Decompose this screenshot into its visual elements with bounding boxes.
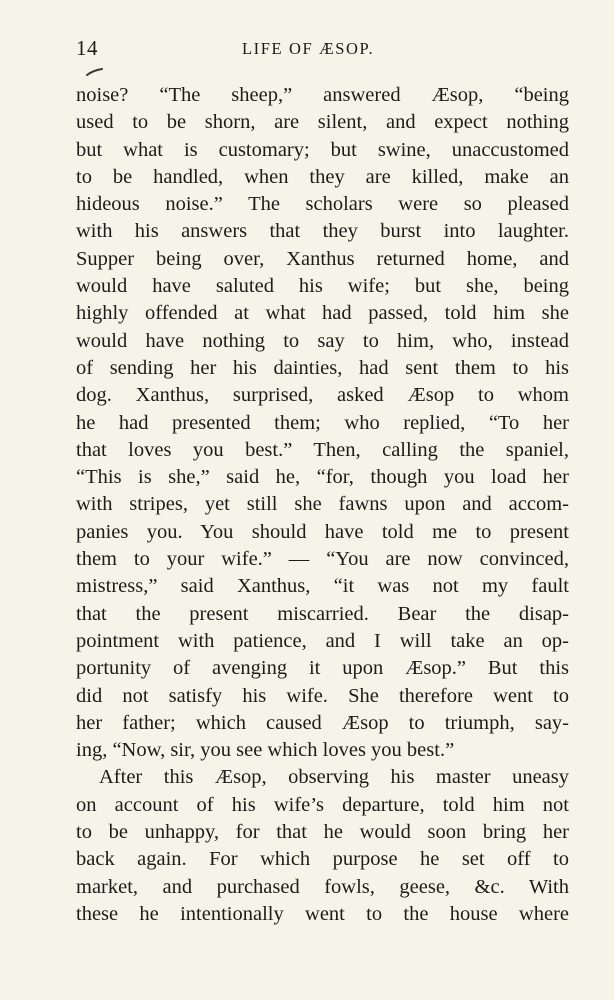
body-text bbox=[76, 82, 569, 928]
text-line: market, and purchased fowls, geese, &c. With bbox=[76, 875, 569, 898]
ink-smudge-mark bbox=[86, 68, 104, 76]
text-line: noise? “The sheep,” answered Æsop, “being bbox=[76, 84, 569, 106]
text-line: with stripes, yet still she fawns upon and accom- bbox=[76, 493, 569, 516]
text-line: of sending her his dainties, had sent them to his bbox=[76, 356, 569, 379]
text-line: Supper being over, Xanthus returned home, and bbox=[76, 247, 569, 270]
text-line: hideous noise.” The scholars were so pleased bbox=[76, 193, 569, 216]
text-line: to be unhappy, for that he would soon bring her bbox=[76, 821, 569, 844]
text-line: her father; which caused Æsop to triumph, say- bbox=[76, 711, 569, 734]
text-line: After this Æsop, observing his master uneasy bbox=[99, 766, 569, 789]
text-line: these he intentionally went to the house where bbox=[76, 902, 569, 925]
text-line: that loves you best.” Then, calling the spaniel, bbox=[76, 438, 569, 461]
text-line: portunity of avenging it upon Æsop.” But this bbox=[76, 657, 569, 680]
text-line: used to be shorn, are silent, and expect nothing bbox=[76, 111, 569, 134]
text-line: pointment with patience, and I will take an op- bbox=[76, 629, 569, 652]
text-line: back again. For which purpose he set off to bbox=[76, 848, 569, 871]
text-line: panies you. You should have told me to present bbox=[76, 520, 569, 543]
text-line: but what is customary; but swine, unaccustomed bbox=[76, 138, 569, 161]
running-head: LIFE OF ÆSOP. bbox=[242, 39, 375, 58]
text-line: he had presented them; who replied, “To her bbox=[76, 411, 569, 434]
text-line: them to your wife.” — “You are now convinced, bbox=[76, 548, 569, 571]
text-line: would have saluted his wife; but she, being bbox=[76, 275, 569, 298]
text-line: to be handled, when they are killed, make an bbox=[76, 165, 569, 188]
text-line: did not satisfy his wife. She therefore went to bbox=[76, 684, 569, 707]
text-line: would have nothing to say to him, who, instead bbox=[76, 329, 569, 352]
text-line: that the present miscarried. Bear the disap- bbox=[76, 602, 569, 625]
text-line: dog. Xanthus, surprised, asked Æsop to whom bbox=[76, 384, 569, 407]
page-number: 14 bbox=[76, 36, 98, 60]
text-line: ing, “Now, sir, you see which loves you best.” bbox=[76, 739, 455, 762]
text-line: mistress,” said Xanthus, “it was not my fault bbox=[76, 575, 569, 598]
text-line: on account of his wife’s departure, told him not bbox=[76, 793, 569, 816]
text-line: “This is she,” said he, “for, though you load her bbox=[76, 466, 569, 489]
text-line: highly offended at what had passed, told him she bbox=[76, 302, 569, 325]
text-line: with his answers that they burst into laughter. bbox=[76, 220, 569, 243]
